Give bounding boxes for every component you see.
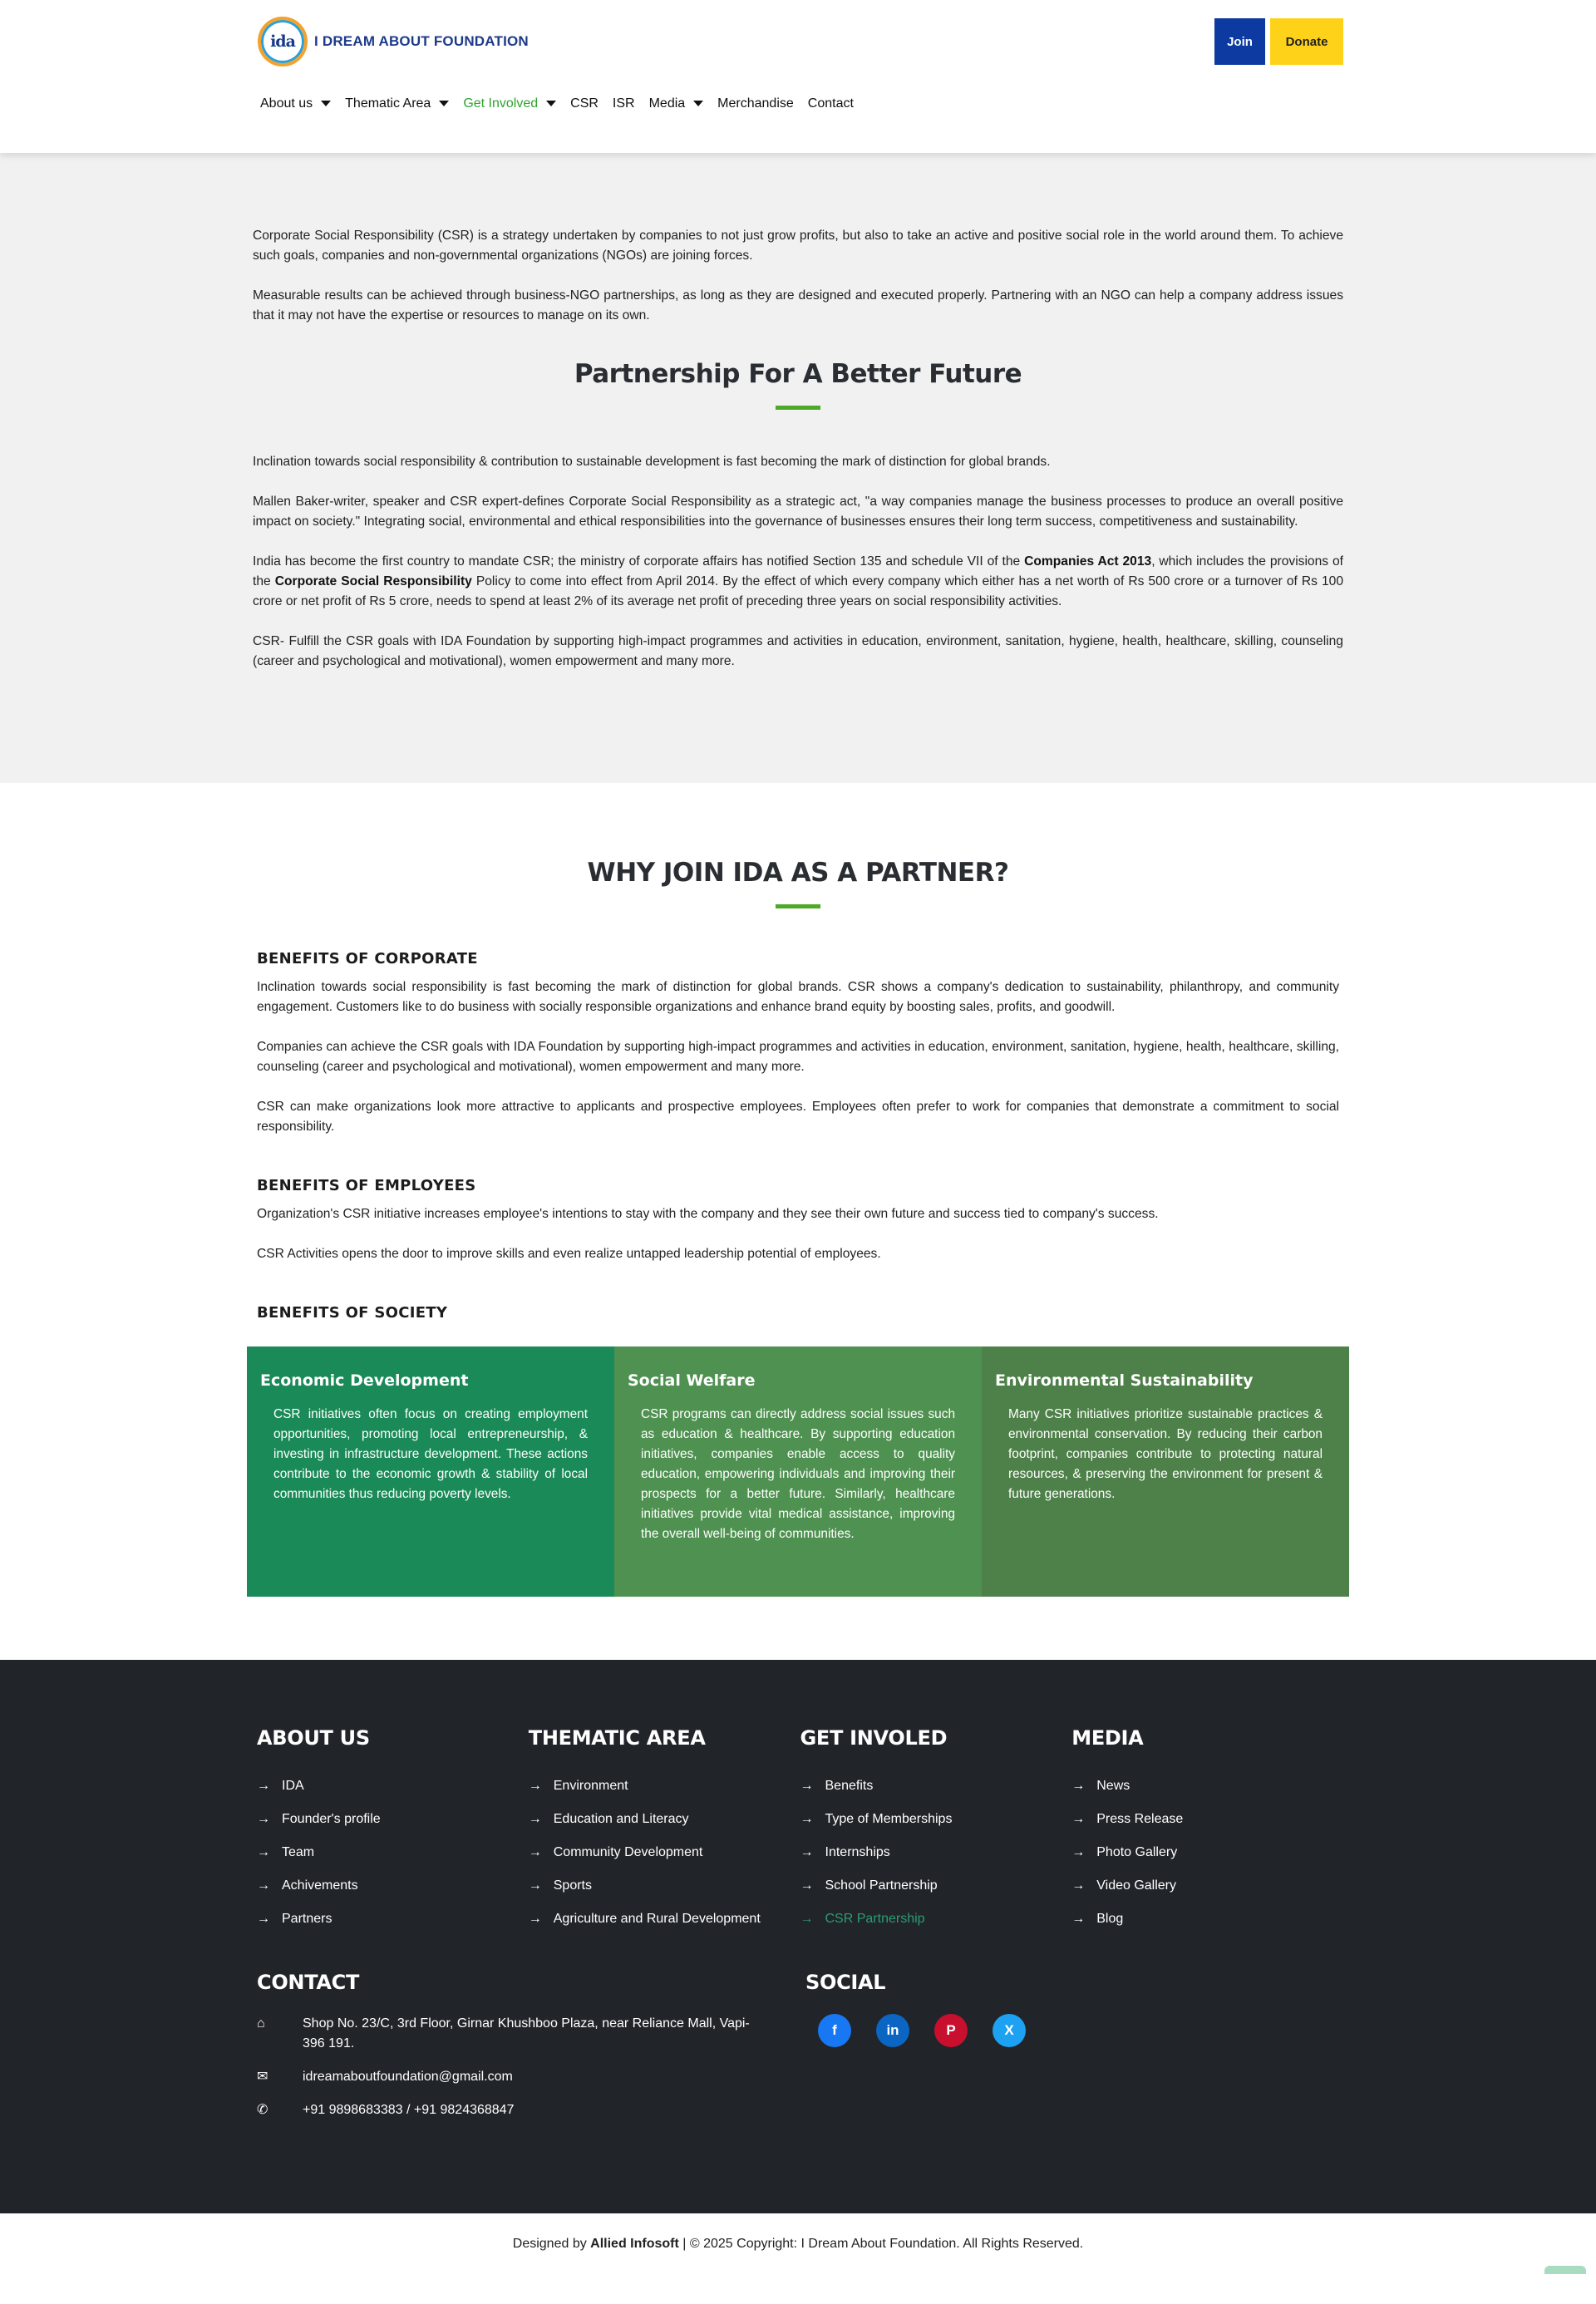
footer-thematic: [529, 1726, 800, 1936]
x-twitter-icon[interactable]: X: [993, 2014, 1026, 2047]
arrow-right-icon: →: [528, 1812, 542, 1826]
footer-link[interactable]: → Sports: [528, 1878, 592, 1893]
card-economic-development: [247, 1346, 614, 1597]
footer-link[interactable]: → Press Release: [1071, 1812, 1184, 1826]
footer-link[interactable]: → CSR Partnership: [800, 1912, 925, 1926]
arrow-right-icon: →: [1071, 1779, 1086, 1793]
footer-media: [1071, 1726, 1343, 1936]
benefits-corporate-heading: BENEFITS OF CORPORATE: [257, 950, 478, 967]
intro-paragraph: CSR- Fulfill the CSR goals with IDA Foundation by supporting high-impact programmes and activities in education, environment, sanitation, hygiene, health, healthcare, skilling, counseling (career and psychological and motivational), women empowerment and many more.: [253, 634, 1343, 668]
donate-button[interactable]: Donate: [1270, 18, 1343, 65]
card-text: CSR initiatives often focus on creating employment opportunities, promoting local entrepreneurship, & investing in infrastructure development. These actions contribute to the economic growth & stability of local communities thus reducing poverty levels.: [273, 1407, 588, 1501]
logo-icon: ida: [258, 17, 308, 66]
site-name: I DREAM ABOUT FOUNDATION: [314, 33, 529, 49]
nav-item-contact[interactable]: Contact: [807, 96, 854, 111]
main-nav: [260, 96, 868, 111]
caret-down-icon: [693, 101, 703, 106]
benefits-employees-heading: BENEFITS OF EMPLOYEES: [257, 1177, 476, 1194]
footer-heading: SOCIAL: [805, 1971, 886, 1994]
footer-link[interactable]: → Type of Memberships: [800, 1812, 953, 1826]
footer-link[interactable]: → Founder's profile: [257, 1812, 381, 1826]
title-underline: [776, 904, 820, 908]
card-environmental-sustainability: [982, 1346, 1349, 1597]
phone-icon: ✆: [257, 2103, 268, 2117]
footer-about: [257, 1726, 529, 1936]
title-underline: [776, 406, 820, 410]
arrow-right-icon: →: [257, 1779, 270, 1793]
footer-heading: MEDIA: [1071, 1726, 1144, 1750]
nav-item-isr[interactable]: ISR: [612, 96, 635, 111]
home-icon: ⌂: [257, 2016, 265, 2031]
arrow-right-icon: →: [257, 1878, 270, 1893]
footer-heading: ABOUT US: [257, 1726, 370, 1750]
arrow-right-icon: →: [800, 1845, 814, 1859]
footer-link[interactable]: → Blog: [1071, 1912, 1124, 1926]
benefit-paragraph: Companies can achieve the CSR goals with IDA Foundation by supporting high-impact programmes and activities in education, environment, sanitation, hygiene, health, healthcare, skilling, counseling (career and psychological and motivational), women empowerment and many more.: [257, 1040, 1339, 1074]
card-title: Social Welfare: [628, 1371, 756, 1390]
back-to-top-button[interactable]: [1544, 2266, 1586, 2274]
society-cards: [247, 1346, 1349, 1597]
linkedin-icon[interactable]: in: [876, 2014, 909, 2047]
site-header: [0, 0, 1596, 153]
benefit-paragraph: CSR can make organizations look more attractive to applicants and prospective employees. Employees often prefer to work for companies that demonstrate a commitment to social responsibility.: [257, 1100, 1339, 1134]
footer-contact: [257, 1971, 805, 2134]
join-button[interactable]: Join: [1214, 18, 1265, 65]
footer-link[interactable]: → Agriculture and Rural Development: [528, 1912, 761, 1926]
card-text: Many CSR initiatives prioritize sustainable practices & environmental conservation. By reducing their carbon footprint, companies contribute to protecting natural resources, & preserving the environment for present & future generations.: [1008, 1407, 1323, 1501]
copyright-text: Designed by Allied Infosoft | © 2025 Copyright: I Dream About Foundation. All Rights Reserved.: [512, 2236, 1084, 2251]
arrow-right-icon: →: [800, 1912, 814, 1926]
arrow-right-icon: →: [257, 1912, 270, 1926]
benefit-paragraph: CSR Activities opens the door to improve skills and even realize untapped leadership potential of employees.: [257, 1247, 881, 1261]
footer-link[interactable]: → Video Gallery: [1071, 1878, 1177, 1893]
caret-down-icon: [546, 101, 556, 106]
nav-item-get-involved[interactable]: Get Involved: [463, 96, 556, 111]
arrow-right-icon: →: [528, 1845, 542, 1859]
intro-paragraph: Inclination towards social responsibility & contribution to sustainable development is fast becoming the mark of distinction for global brands.: [253, 455, 1051, 469]
footer-link[interactable]: → Partners: [257, 1912, 332, 1926]
pinterest-icon[interactable]: P: [934, 2014, 968, 2047]
intro-paragraph: Measurable results can be achieved through business-NGO partnerships, as long as they are designed and executed properly. Partnering with an NGO can help a company address issues that it may not have the expertise or resources to manage on its own.: [253, 288, 1343, 322]
footer-link[interactable]: → Achivements: [257, 1878, 358, 1893]
arrow-right-icon: →: [528, 1779, 542, 1793]
benefits-society-heading: BENEFITS OF SOCIETY: [257, 1304, 448, 1322]
designer-link[interactable]: Allied Infosoft: [590, 2236, 679, 2251]
card-title: Economic Development: [260, 1371, 469, 1390]
why-join-section: [0, 783, 1596, 1660]
caret-down-icon: [321, 101, 331, 106]
section-title: Partnership For A Better Future: [574, 359, 1022, 389]
arrow-right-icon: →: [800, 1812, 814, 1826]
nav-item-about-us[interactable]: About us: [260, 96, 331, 111]
footer-social: [805, 1971, 1026, 2134]
contact-address: ⌂ Shop No. 23/C, 3rd Floor, Girnar Khushboo Plaza, near Reliance Mall, Vapi-396 191.: [257, 2014, 805, 2054]
site-footer: [0, 1660, 1596, 2213]
arrow-right-icon: →: [1071, 1878, 1086, 1893]
footer-link[interactable]: → School Partnership: [800, 1878, 938, 1893]
section-title: WHY JOIN IDA AS A PARTNER?: [587, 858, 1009, 888]
footer-link[interactable]: → Education and Literacy: [528, 1812, 689, 1826]
footer-link[interactable]: → Community Development: [528, 1845, 703, 1859]
footer-link[interactable]: → IDA: [257, 1779, 304, 1793]
footer-heading: CONTACT: [257, 1971, 360, 1994]
arrow-right-icon: →: [1071, 1812, 1086, 1826]
footer-link[interactable]: → Team: [257, 1845, 315, 1859]
arrow-right-icon: →: [800, 1779, 814, 1793]
footer-link[interactable]: → Environment: [528, 1779, 628, 1793]
intro-paragraph: Mallen Baker-writer, speaker and CSR expert-defines Corporate Social Responsibility as a strategic act, "a way companies manage the business processes to produce an overall positive impact on society." Integrating social, environmental and ethical responsibilities into the governance of businesses ensures their long term success, competitiveness and sustainability.: [253, 495, 1343, 529]
footer-heading: THEMATIC AREA: [528, 1726, 706, 1750]
site-logo[interactable]: [258, 17, 529, 66]
envelope-icon: ✉: [257, 2070, 268, 2084]
nav-item-media[interactable]: Media: [649, 96, 704, 111]
footer-link[interactable]: → News: [1071, 1779, 1130, 1793]
footer-link[interactable]: → Photo Gallery: [1071, 1845, 1178, 1859]
nav-item-csr[interactable]: CSR: [570, 96, 598, 111]
benefit-paragraph: Organization's CSR initiative increases employee's intentions to stay with the company and they see their own future and success tied to company's success.: [257, 1207, 1159, 1221]
arrow-right-icon: →: [1071, 1845, 1086, 1859]
card-social-welfare: [614, 1346, 982, 1597]
intro-paragraph: India has become the first country to mandate CSR; the ministry of corporate affairs has notified Section 135 and schedule VII of the Companies Act 2013, which includes the provisions of the Corporate Social Responsibility Policy to come into effect from April 2014. By the effect of which every company which either has a net worth of Rs 500 crore or a turnover of Rs 100 crore or net profit of Rs 5 crore, needs to spend at least 2% of its average net profit of preceding three years on social responsibility activities.: [253, 554, 1343, 608]
contact-email[interactable]: ✉ idreamaboutfoundation@gmail.com: [257, 2067, 805, 2087]
intro-paragraph: Corporate Social Responsibility (CSR) is a strategy undertaken by companies to not just grow profits, but also to take an active and positive social role in the world around them. To achieve such goals, companies and non-governmental organizations (NGOs) are joining forces.: [253, 229, 1343, 263]
csr-intro-section: [0, 153, 1596, 783]
benefit-paragraph: Inclination towards social responsibility is fast becoming the mark of distinction for global brands. CSR shows a company's dedication to sustainability, philanthropy, and community engagement. Customers like to do business with socially responsible organizations and enhance brand equity by boosting sales, profits, and goodwill.: [257, 980, 1339, 1014]
card-text: CSR programs can directly address social issues such as education & healthcare. By supporting education initiatives, companies enable access to quality education, empowering individuals and improving their prospects for a better future. Similarly, healthcare initiatives provide vital medical assistance, improving the overall well-being of communities.: [641, 1407, 955, 1541]
copyright-bar: [0, 2213, 1596, 2274]
caret-down-icon: [439, 101, 449, 106]
nav-item-merchandise[interactable]: Merchandise: [717, 96, 794, 111]
footer-link[interactable]: → Internships: [800, 1845, 890, 1859]
arrow-right-icon: →: [800, 1878, 814, 1893]
footer-heading: GET INVOLED: [800, 1726, 948, 1750]
footer-get-involved: [800, 1726, 1072, 1936]
facebook-icon[interactable]: f: [818, 2014, 851, 2047]
card-title: Environmental Sustainability: [995, 1371, 1254, 1390]
nav-item-thematic-area[interactable]: Thematic Area: [345, 96, 449, 111]
arrow-right-icon: →: [528, 1878, 542, 1893]
contact-phone[interactable]: ✆ +91 9898683383 / +91 9824368847: [257, 2100, 805, 2120]
arrow-right-icon: →: [257, 1812, 270, 1826]
arrow-right-icon: →: [257, 1845, 270, 1859]
arrow-right-icon: →: [528, 1912, 542, 1926]
arrow-right-icon: →: [1071, 1912, 1086, 1926]
footer-link[interactable]: → Benefits: [800, 1779, 874, 1793]
